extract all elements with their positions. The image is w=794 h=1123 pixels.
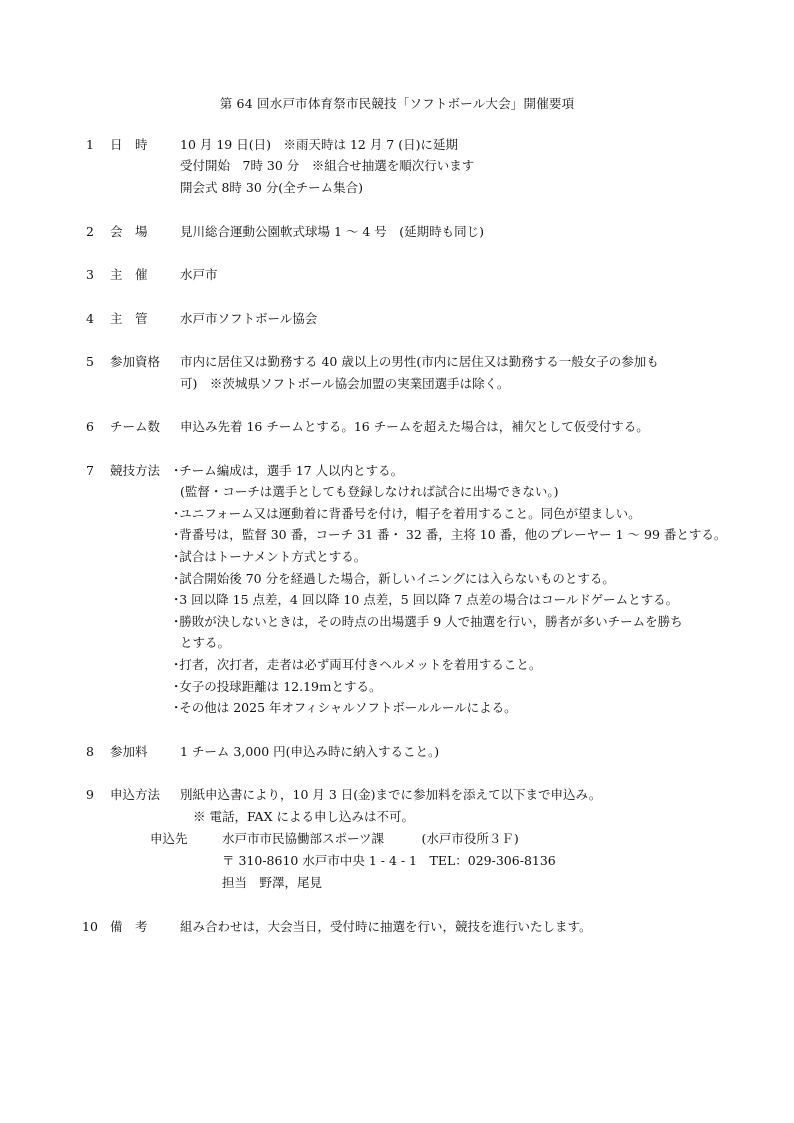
section-label-date-time: 日 時 (110, 137, 148, 152)
section-label-entry-fee: 参加料 (110, 744, 148, 759)
section-label-remarks: 備 考 (110, 919, 148, 934)
rule-item: ･その他は 2025 年オフィシャルソフトボールルールによる。 (173, 700, 517, 715)
section-text: 水戸市 (180, 267, 218, 282)
section-text: 受付開始 7時 30 分 ※組合せ抽選を順次行います (180, 158, 475, 173)
document-title: 第 64 回水戸市体育祭市民競技「ソフトボール大会」開催要項 (219, 96, 575, 111)
section-number: 7 (86, 463, 94, 478)
section-text: 市内に居住又は勤務する 40 歳以上の男性(市内に居住又は勤務する一般女子の参加も (180, 354, 659, 369)
rule-item: ･試合開始後 70 分を経過した場合，新しいイニングには入らないものとする。 (173, 571, 615, 586)
section-text: 10 月 19 日(日) ※雨天時は 12 月 7 (日)に延期 (180, 137, 458, 152)
rule-item: ･女子の投球距離は 12.19ｍとする。 (173, 679, 382, 694)
section-text: 申込み先着 16 チームとする。16 チームを超えた場合は，補欠として仮受付する。 (180, 419, 649, 434)
section-number: 6 (86, 419, 94, 434)
section-text: 可) ※茨城県ソフトボール協会加盟の実業団選手は除く。 (180, 376, 510, 391)
contact-label: 申込先 (150, 831, 188, 846)
section-number: 3 (86, 267, 94, 282)
section-note: ※ 電話，FAX による申し込みは不可。 (193, 809, 414, 824)
rule-item: ･試合はトーナメント方式とする。 (173, 549, 367, 564)
section-label-competition-method: 競技方法 (110, 463, 161, 478)
section-label-team-count: チーム数 (110, 419, 161, 434)
section-label-application: 申込方法 (110, 787, 161, 802)
rule-item: (監督・コーチは選手としても登録しなければ試合に出場できない。) (180, 484, 559, 499)
section-text: 水戸市ソフトボール協会 (180, 311, 318, 326)
section-number: 1 (86, 137, 94, 152)
rule-item: とする。 (180, 635, 231, 650)
section-text: 開会式 8時 30 分(全チーム集合) (180, 180, 364, 195)
rule-item: ･チーム編成は，選手 17 人以内とする。 (173, 463, 404, 478)
rule-item: ･3 回以降 15 点差，4 回以降 10 点差，5 回以降 7 点差の場合はコールドゲームとする。 (173, 592, 679, 607)
section-label-organizer: 主 管 (110, 311, 148, 326)
rule-item: ･ユニフォーム又は運動着に背番号を付け，帽子を着用すること。同色が望ましい。 (173, 506, 641, 521)
section-text: 組み合わせは，大会当日，受付時に抽選を行い，競技を進行いたします。 (180, 919, 592, 934)
contact-department: 水戸市市民協働部スポーツ課 (水戸市役所３Ｆ) (222, 831, 519, 846)
section-text: 別紙申込書により，10 月 3 日(金)までに参加料を添えて以下まで申込み。 (180, 787, 602, 802)
rule-item: ･勝敗が決しないときは，その時点の出場選手 9 人で抽選を行い，勝者が多いチームを勝ち (173, 614, 683, 629)
section-number: 4 (86, 311, 94, 326)
section-label-venue: 会 場 (110, 224, 148, 239)
section-number: 2 (86, 224, 94, 239)
section-text: 1 チーム 3,000 円(申込み時に納入すること。) (180, 744, 440, 759)
section-text: 見川総合運動公園軟式球場 1 ～ 4 号 (延期時も同じ) (180, 224, 485, 239)
contact-address: 〒 310-8610 水戸市中央 1 - 4 - 1 TEL：029-306-8136 (222, 853, 556, 868)
contact-person: 担当 野澤，尾見 (222, 875, 323, 890)
section-number: 10 (82, 919, 98, 934)
rule-item: ･打者，次打者，走者は必ず両耳付きヘルメットを着用すること。 (173, 657, 542, 672)
section-number: 8 (86, 744, 94, 759)
rule-item: ･背番号は，監督 30 番，コーチ 31 番・ 32 番，主将 10 番，他のプレーヤー 1 ～ 99 番とする。 (173, 527, 727, 542)
section-label-eligibility: 参加資格 (110, 354, 161, 369)
section-label-host: 主 催 (110, 267, 148, 282)
section-number: 5 (86, 354, 94, 369)
section-number: 9 (86, 787, 94, 802)
